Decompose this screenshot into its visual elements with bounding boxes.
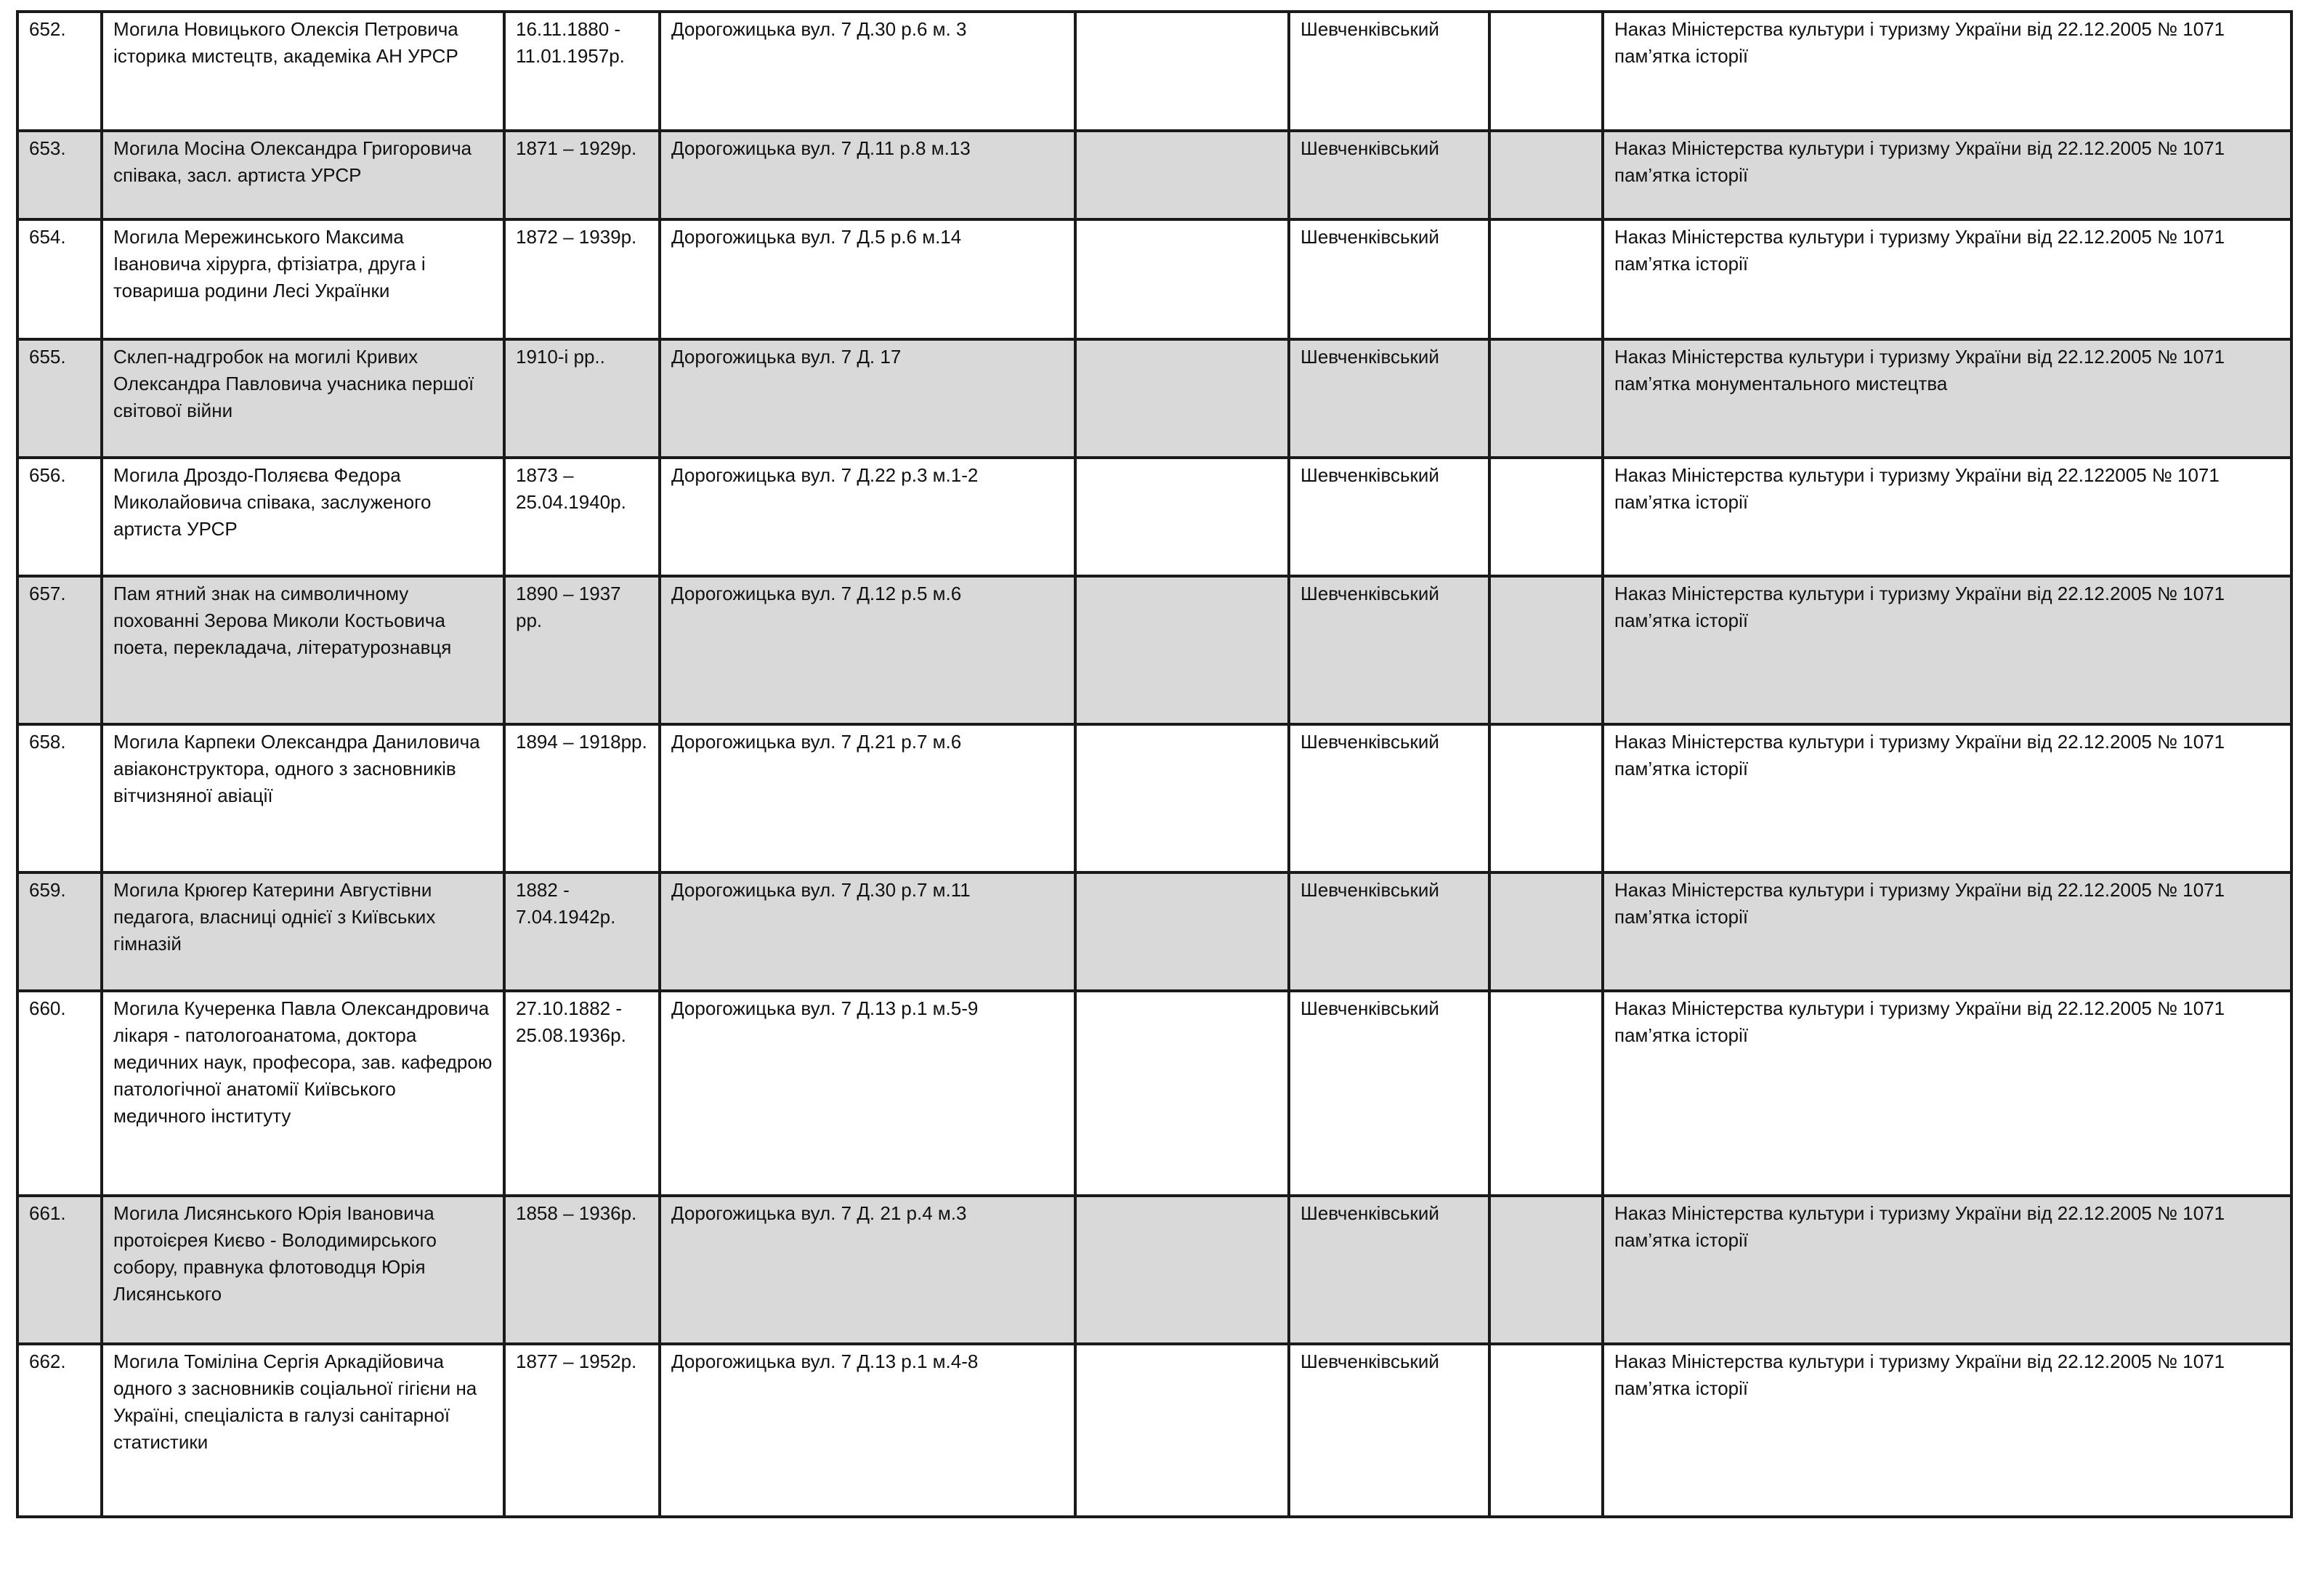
object-name-cell: Могила Крюгер Катерини Августівни педагога, власниці однієї з Київських гімназій	[102, 872, 504, 991]
protection-document-cell: Наказ Міністерства культури і туризму України від 22.12.2005 № 1071 пам’ятка історії	[1603, 131, 2291, 219]
dates-cell: 16.11.1880 - 11.01.1957р.	[504, 12, 660, 131]
empty-cell	[1489, 991, 1603, 1196]
empty-cell	[1489, 1344, 1603, 1517]
object-name-cell: Могила Кучеренка Павла Олександровича лікаря - патологоанатома, доктора медичних наук, професора, зав. кафедрою патологічної анатомії Київського медичного інституту	[102, 991, 504, 1196]
table-row	[17, 458, 2291, 576]
protection-document-cell: Наказ Міністерства культури і туризму України від 22.12.2005 № 1071 пам’ятка історії	[1603, 1344, 2291, 1517]
empty-cell	[1075, 339, 1289, 458]
empty-cell	[1489, 458, 1603, 576]
empty-cell	[1075, 1344, 1289, 1517]
district-cell: Шевченківський	[1289, 339, 1489, 458]
table-row	[17, 1344, 2291, 1517]
district-cell: Шевченківський	[1289, 724, 1489, 872]
row-number-cell: 660.	[17, 991, 102, 1196]
row-number-cell: 661.	[17, 1196, 102, 1344]
district-cell: Шевченківський	[1289, 219, 1489, 339]
table-row	[17, 724, 2291, 872]
empty-cell	[1489, 1196, 1603, 1344]
empty-cell	[1075, 991, 1289, 1196]
dates-cell: 1858 – 1936р.	[504, 1196, 660, 1344]
district-cell: Шевченківський	[1289, 991, 1489, 1196]
district-cell: Шевченківський	[1289, 1344, 1489, 1517]
empty-cell	[1075, 724, 1289, 872]
empty-cell	[1489, 576, 1603, 724]
empty-cell	[1075, 1196, 1289, 1344]
dates-cell: 1890 – 1937 рр.	[504, 576, 660, 724]
district-cell: Шевченківський	[1289, 131, 1489, 219]
row-number-cell: 657.	[17, 576, 102, 724]
object-name-cell: Могила Новицького Олексія Петровича історика мистецтв, академіка АН УРСР	[102, 12, 504, 131]
empty-cell	[1075, 576, 1289, 724]
protection-document-cell: Наказ Міністерства культури і туризму України від 22.12.2005 № 1071 пам’ятка історії	[1603, 576, 2291, 724]
row-number-cell: 655.	[17, 339, 102, 458]
district-cell: Шевченківський	[1289, 576, 1489, 724]
district-cell: Шевченківський	[1289, 458, 1489, 576]
object-name-cell: Могила Дроздо-Поляєва Федора Миколайовича співака, заслуженого артиста УРСР	[102, 458, 504, 576]
address-cell: Дорогожицька вул. 7 Д.5 р.6 м.14	[660, 219, 1075, 339]
monuments-registry-table	[16, 10, 2293, 1518]
address-cell: Дорогожицька вул. 7 Д.12 р.5 м.6	[660, 576, 1075, 724]
district-cell: Шевченківський	[1289, 872, 1489, 991]
table-row	[17, 576, 2291, 724]
address-cell: Дорогожицька вул. 7 Д.30 р.7 м.11	[660, 872, 1075, 991]
row-number-cell: 659.	[17, 872, 102, 991]
row-number-cell: 653.	[17, 131, 102, 219]
protection-document-cell: Наказ Міністерства культури і туризму України від 22.12.2005 № 1071 пам’ятка історії	[1603, 1196, 2291, 1344]
table-row	[17, 339, 2291, 458]
row-number-cell: 652.	[17, 12, 102, 131]
dates-cell: 1871 – 1929р.	[504, 131, 660, 219]
empty-cell	[1489, 131, 1603, 219]
protection-document-cell: Наказ Міністерства культури і туризму України від 22.12.2005 № 1071 пам’ятка історії	[1603, 991, 2291, 1196]
empty-cell	[1075, 872, 1289, 991]
object-name-cell: Могила Томіліна Сергія Аркадійовича одного з засновників соціальної гігієни на Україні, спеціаліста в галузі санітарної статистики	[102, 1344, 504, 1517]
table-row	[17, 1196, 2291, 1344]
district-cell: Шевченківський	[1289, 12, 1489, 131]
table-row	[17, 131, 2291, 219]
address-cell: Дорогожицька вул. 7 Д. 17	[660, 339, 1075, 458]
document-page	[16, 10, 2290, 1518]
protection-document-cell: Наказ Міністерства культури і туризму України від 22.12.2005 № 1071 пам’ятка монументального мистецтва	[1603, 339, 2291, 458]
empty-cell	[1489, 12, 1603, 131]
dates-cell: 27.10.1882 - 25.08.1936р.	[504, 991, 660, 1196]
empty-cell	[1489, 724, 1603, 872]
table-row	[17, 991, 2291, 1196]
dates-cell: 1894 – 1918рр.	[504, 724, 660, 872]
empty-cell	[1075, 458, 1289, 576]
address-cell: Дорогожицька вул. 7 Д.30 р.6 м. 3	[660, 12, 1075, 131]
protection-document-cell: Наказ Міністерства культури і туризму України від 22.12.2005 № 1071 пам’ятка історії	[1603, 12, 2291, 131]
empty-cell	[1489, 872, 1603, 991]
object-name-cell: Могила Карпеки Олександра Даниловича авіаконструктора, одного з засновників вітчизняної авіації	[102, 724, 504, 872]
dates-cell: 1882 - 7.04.1942р.	[504, 872, 660, 991]
object-name-cell: Могила Мережинського Максима Івановича хірурга, фтізіатра, друга і товариша родини Лесі Українки	[102, 219, 504, 339]
table-row	[17, 219, 2291, 339]
empty-cell	[1075, 219, 1289, 339]
table-row	[17, 12, 2291, 131]
row-number-cell: 662.	[17, 1344, 102, 1517]
empty-cell	[1489, 339, 1603, 458]
protection-document-cell: Наказ Міністерства культури і туризму України від 22.12.2005 № 1071 пам’ятка історії	[1603, 872, 2291, 991]
empty-cell	[1075, 12, 1289, 131]
district-cell: Шевченківський	[1289, 1196, 1489, 1344]
object-name-cell: Пам ятний знак на символичному похованні Зерова Миколи Костьовича поета, перекладача, літературознавця	[102, 576, 504, 724]
row-number-cell: 656.	[17, 458, 102, 576]
address-cell: Дорогожицька вул. 7 Д.11 р.8 м.13	[660, 131, 1075, 219]
address-cell: Дорогожицька вул. 7 Д.22 р.3 м.1-2	[660, 458, 1075, 576]
dates-cell: 1877 – 1952р.	[504, 1344, 660, 1517]
protection-document-cell: Наказ Міністерства культури і туризму України від 22.12.2005 № 1071 пам’ятка історії	[1603, 219, 2291, 339]
dates-cell: 1872 – 1939р.	[504, 219, 660, 339]
address-cell: Дорогожицька вул. 7 Д.21 р.7 м.6	[660, 724, 1075, 872]
protection-document-cell: Наказ Міністерства культури і туризму України від 22.122005 № 1071 пам’ятка історії	[1603, 458, 2291, 576]
object-name-cell: Могила Лисянського Юрія Івановича протоієрея Києво - Володимирського собору, правнука флотоводця Юрія Лисянського	[102, 1196, 504, 1344]
table-row	[17, 872, 2291, 991]
object-name-cell: Могила Мосіна Олександра Григоровича співака, засл. артиста УРСР	[102, 131, 504, 219]
empty-cell	[1075, 131, 1289, 219]
empty-cell	[1489, 219, 1603, 339]
object-name-cell: Склеп-надгробок на могилі Кривих Олександра Павловича учасника першої світової війни	[102, 339, 504, 458]
address-cell: Дорогожицька вул. 7 Д.13 р.1 м.4-8	[660, 1344, 1075, 1517]
address-cell: Дорогожицька вул. 7 Д. 21 р.4 м.3	[660, 1196, 1075, 1344]
protection-document-cell: Наказ Міністерства культури і туризму України від 22.12.2005 № 1071 пам’ятка історії	[1603, 724, 2291, 872]
dates-cell: 1910-і рр..	[504, 339, 660, 458]
address-cell: Дорогожицька вул. 7 Д.13 р.1 м.5-9	[660, 991, 1075, 1196]
dates-cell: 1873 – 25.04.1940р.	[504, 458, 660, 576]
row-number-cell: 654.	[17, 219, 102, 339]
row-number-cell: 658.	[17, 724, 102, 872]
